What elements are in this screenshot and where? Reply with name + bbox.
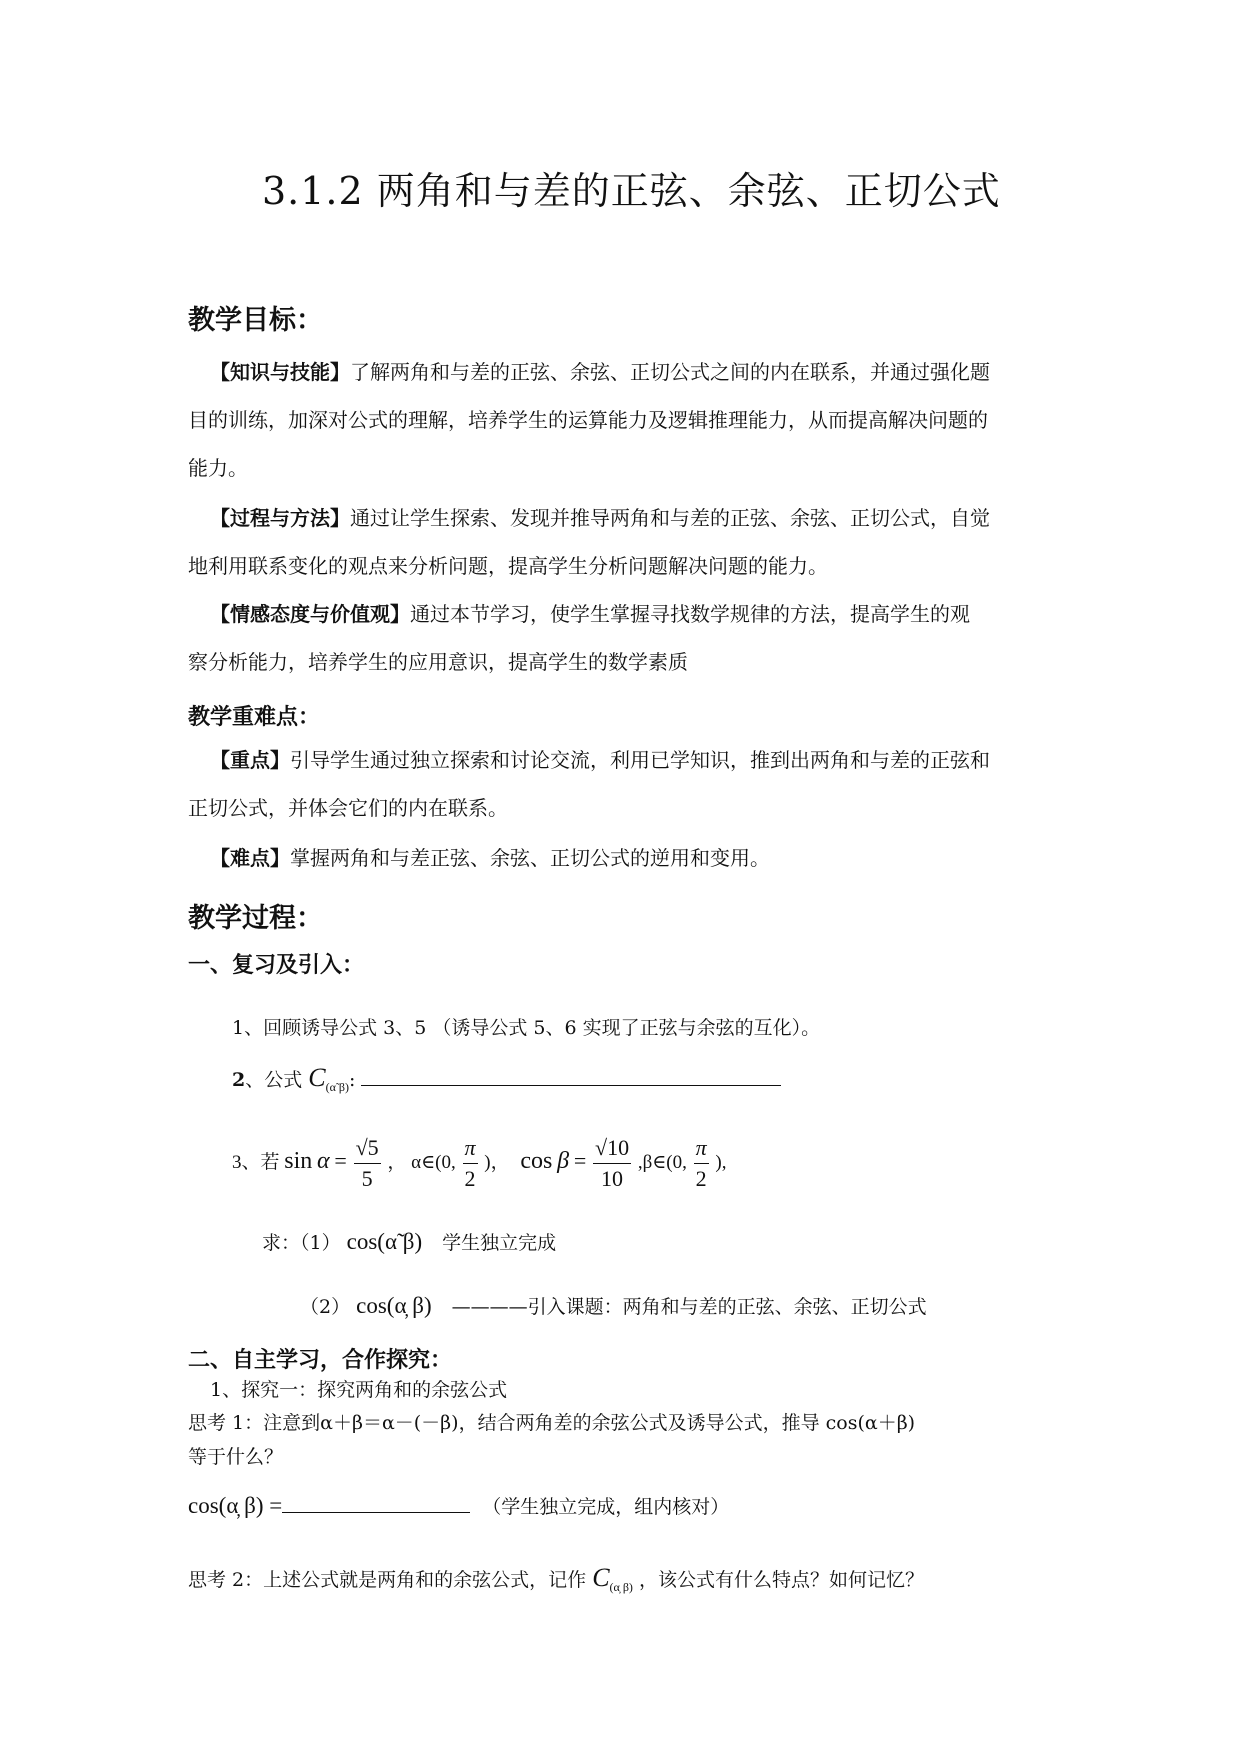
answer-blank-1[interactable] bbox=[361, 1063, 781, 1086]
explore1-line: 1、探究一：探究两角和的余弦公式 bbox=[210, 1379, 508, 1401]
answer-blank-2[interactable] bbox=[282, 1490, 470, 1513]
knowledge-line1 bbox=[210, 348, 990, 396]
ask1-note: 学生独立完成 bbox=[442, 1232, 557, 1254]
fraction-sqrt10-over-10 bbox=[593, 1133, 631, 1194]
ask-prefix: 求：（1） bbox=[262, 1232, 341, 1254]
item2-text: 、公式 bbox=[245, 1069, 303, 1091]
fraction-pi-over-2-b bbox=[694, 1133, 709, 1194]
formula-line bbox=[188, 1490, 729, 1519]
fraction3-denominator: 10 bbox=[601, 1166, 624, 1191]
focus-line2: 正切公式，并体会它们的内在联系。 bbox=[188, 796, 508, 820]
fraction1-numerator: √5 bbox=[354, 1133, 381, 1164]
formula-c-symbol: C bbox=[308, 1063, 326, 1092]
fraction-sqrt5-over-5 bbox=[354, 1133, 381, 1194]
process-method-line2: 地利用联系变化的观点来分析问题，提高学生分析问题解决问题的能力。 bbox=[188, 554, 828, 578]
emotion-line1 bbox=[210, 590, 970, 638]
process-method-text1: 通过让学生探索、发现并推导两角和与差的正弦、余弦、正切公式，自觉 bbox=[350, 506, 990, 530]
item3-beta: β bbox=[557, 1147, 570, 1174]
fraction4-denominator: 2 bbox=[695, 1166, 707, 1191]
fraction2-denominator: 2 bbox=[464, 1166, 476, 1191]
ask1-expression: cos(α̃ β) bbox=[346, 1229, 423, 1254]
think2-post: ，该公式有什么特点？如何记忆？ bbox=[638, 1569, 924, 1591]
focus-text1: 引导学生通过独立探索和讨论交流，利用已学知识，推到出两角和与差的正弦和 bbox=[290, 748, 990, 772]
ask2-expression: cos(α̦ β) bbox=[356, 1293, 432, 1318]
think2-c-subscript: (α̦ β) bbox=[609, 1579, 633, 1594]
fraction1-denominator: 5 bbox=[361, 1166, 373, 1191]
think1-line1: 思考 1：注意到α＋β＝α－(－β)，结合两角差的余弦公式及诱导公式，推导 cos(α＋β) bbox=[188, 1412, 916, 1434]
ask-line2 bbox=[300, 1292, 927, 1319]
think2-c-symbol: C bbox=[592, 1563, 610, 1592]
section2-heading: 二、自主学习，合作探究： bbox=[188, 1347, 453, 1373]
keypoints-heading: 教学重难点： bbox=[188, 704, 321, 730]
difficulty-text: 掌握两角和与差正弦、余弦、正切公式的逆用和变用。 bbox=[290, 846, 770, 870]
item3-range1: α∈(0, bbox=[411, 1151, 456, 1173]
page-title: 3.1.2 两角和与差的正弦、余弦、正切公式 bbox=[262, 169, 1001, 213]
fraction3-numerator: √10 bbox=[593, 1133, 631, 1164]
goals-heading: 教学目标： bbox=[188, 305, 323, 336]
ask2-prefix: （2） bbox=[300, 1296, 351, 1318]
section1-heading: 一、复习及引入： bbox=[188, 952, 365, 978]
item2-number: 2 bbox=[232, 1069, 246, 1091]
difficulty-tag: 【难点】 bbox=[210, 846, 290, 870]
ask-line1 bbox=[262, 1228, 556, 1255]
knowledge-line3: 能力。 bbox=[188, 456, 248, 480]
difficulty-line bbox=[210, 834, 770, 882]
item3-sin: sin bbox=[284, 1147, 313, 1174]
emotion-text1: 通过本节学习，使学生掌握寻找数学规律的方法，提高学生的观 bbox=[410, 602, 970, 626]
formula-expression: cos(α̦ β) = bbox=[188, 1493, 283, 1518]
process-method-line1 bbox=[210, 494, 990, 542]
review-item1: 1、回顾诱导公式 3、5 （诱导公式 5、6 实现了正弦与余弦的互化）。 bbox=[232, 1017, 821, 1039]
knowledge-tag: 【知识与技能】 bbox=[210, 360, 350, 384]
think1-line2: 等于什么？ bbox=[188, 1446, 284, 1468]
formula-note: （学生独立完成，组内核对） bbox=[482, 1496, 730, 1518]
focus-tag: 【重点】 bbox=[210, 748, 290, 772]
review-item2: 2、公式 $C_{(\alphã \beta)}$: bbox=[232, 1063, 781, 1095]
knowledge-text1: 了解两角和与差的正弦、余弦、正切公式之间的内在联系，并通过强化题 bbox=[350, 360, 990, 384]
item3-range2: ,β∈(0, bbox=[637, 1151, 687, 1173]
focus-line1 bbox=[210, 736, 990, 784]
think2-line bbox=[188, 1563, 924, 1595]
item3-prefix: 3、若 bbox=[232, 1151, 280, 1173]
think2-pre: 思考 2：上述公式就是两角和的余弦公式，记作 bbox=[188, 1569, 587, 1591]
item3-alpha: α bbox=[317, 1147, 330, 1174]
item3-cos: cos bbox=[520, 1147, 553, 1174]
process-method-tag: 【过程与方法】 bbox=[210, 506, 350, 530]
ask2-note: ————引入课题：两角和与差的正弦、余弦、正切公式 bbox=[451, 1296, 927, 1318]
emotion-line2: 察分析能力，培养学生的应用意识，提高学生的数学素质 bbox=[188, 650, 688, 674]
fraction4-numerator: π bbox=[694, 1133, 709, 1164]
review-item3: 3、若 sin α = $\frac{√5}{5}$ ， α∈(0, $\frac{\pi}{2}$ )， cos β = $\frac{√10}{10}$ ,β∈(0, $\frac{\pi}{2}$ ), bbox=[232, 1133, 727, 1194]
fraction-pi-over-2-a bbox=[463, 1133, 478, 1194]
emotion-tag: 【情感态度与价值观】 bbox=[210, 602, 410, 626]
formula-c-subscript: (α̃ β) bbox=[325, 1079, 350, 1094]
knowledge-line2: 目的训练，加深对公式的理解，培养学生的运算能力及逻辑推理能力，从而提高解决问题的 bbox=[188, 408, 988, 432]
fraction2-numerator: π bbox=[463, 1133, 478, 1164]
process-heading: 教学过程： bbox=[188, 903, 323, 934]
